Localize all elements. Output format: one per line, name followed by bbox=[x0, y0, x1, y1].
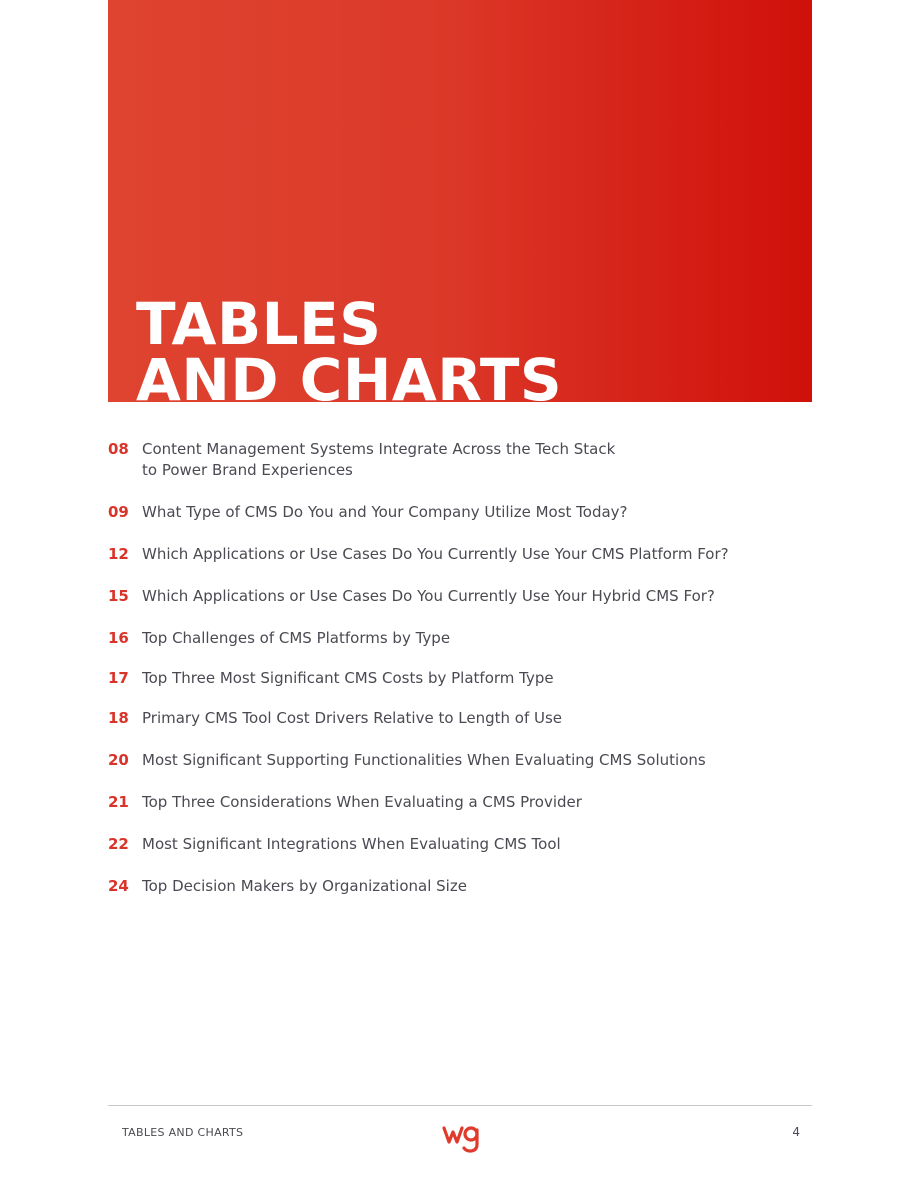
toc-title-line: Most Significant Supporting Functionalities When Evaluating CMS Solutions bbox=[142, 751, 706, 769]
toc-item[interactable] bbox=[108, 876, 812, 897]
toc-page-number: 12 bbox=[108, 545, 129, 563]
footer-divider bbox=[108, 1105, 812, 1106]
hero-banner bbox=[108, 0, 812, 402]
toc-title-line: Top Three Considerations When Evaluating a CMS Provider bbox=[142, 793, 582, 811]
toc-title bbox=[142, 708, 562, 729]
toc-item[interactable] bbox=[108, 544, 812, 565]
toc-item[interactable] bbox=[108, 586, 812, 607]
page-title-line-2: AND CHARTS bbox=[136, 346, 563, 402]
wg-logo-icon bbox=[441, 1122, 481, 1154]
toc-title-line: What Type of CMS Do You and Your Company Utilize Most Today? bbox=[142, 503, 628, 521]
toc-page-number: 08 bbox=[108, 440, 129, 458]
toc-title bbox=[142, 792, 582, 813]
toc-title-line: Primary CMS Tool Cost Drivers Relative to Length of Use bbox=[142, 709, 563, 727]
toc-item[interactable] bbox=[108, 792, 812, 813]
toc-title-line: Which Applications or Use Cases Do You Currently Use Your Hybrid CMS For? bbox=[142, 587, 715, 605]
toc-title-line: Top Three Most Significant CMS Costs by Platform Type bbox=[142, 669, 554, 687]
toc-item[interactable] bbox=[108, 668, 812, 689]
page-number: 4 bbox=[792, 1125, 800, 1139]
toc-title-line: Top Decision Makers by Organizational Size bbox=[142, 877, 467, 895]
toc-title bbox=[142, 834, 561, 855]
page-title bbox=[136, 290, 563, 402]
toc-page-number: 16 bbox=[108, 629, 129, 647]
toc-page-number: 20 bbox=[108, 751, 129, 769]
toc-title bbox=[142, 668, 554, 689]
toc-title bbox=[142, 750, 706, 771]
toc-title-line: Which Applications or Use Cases Do You Currently Use Your CMS Platform For? bbox=[142, 545, 729, 563]
toc-title bbox=[142, 586, 715, 607]
toc-title bbox=[142, 876, 467, 897]
toc-item[interactable] bbox=[108, 502, 812, 523]
toc-page-number: 22 bbox=[108, 835, 129, 853]
toc-title-line: Most Significant Integrations When Evaluating CMS Tool bbox=[142, 835, 561, 853]
toc-title bbox=[142, 628, 450, 649]
toc-title bbox=[142, 502, 628, 523]
toc-page-number: 18 bbox=[108, 709, 129, 727]
footer-section-label: TABLES AND CHARTS bbox=[122, 1126, 244, 1139]
toc-item[interactable] bbox=[108, 628, 812, 649]
toc-item[interactable] bbox=[108, 708, 812, 729]
toc-page-number: 24 bbox=[108, 877, 129, 895]
toc-page-number: 17 bbox=[108, 669, 129, 687]
toc-item[interactable] bbox=[108, 834, 812, 855]
page-title-line-1: TABLES bbox=[136, 290, 382, 358]
toc-item[interactable] bbox=[108, 439, 812, 481]
toc-title bbox=[142, 439, 615, 481]
toc-item[interactable] bbox=[108, 750, 812, 771]
toc-page-number: 21 bbox=[108, 793, 129, 811]
toc-title-line: to Power Brand Experiences bbox=[142, 461, 353, 479]
toc-title-line: Top Challenges of CMS Platforms by Type bbox=[142, 629, 451, 647]
toc-title-line: Content Management Systems Integrate Across the Tech Stack bbox=[142, 440, 616, 458]
toc-title bbox=[142, 544, 729, 565]
toc-page-number: 15 bbox=[108, 587, 129, 605]
toc-page-number: 09 bbox=[108, 503, 129, 521]
